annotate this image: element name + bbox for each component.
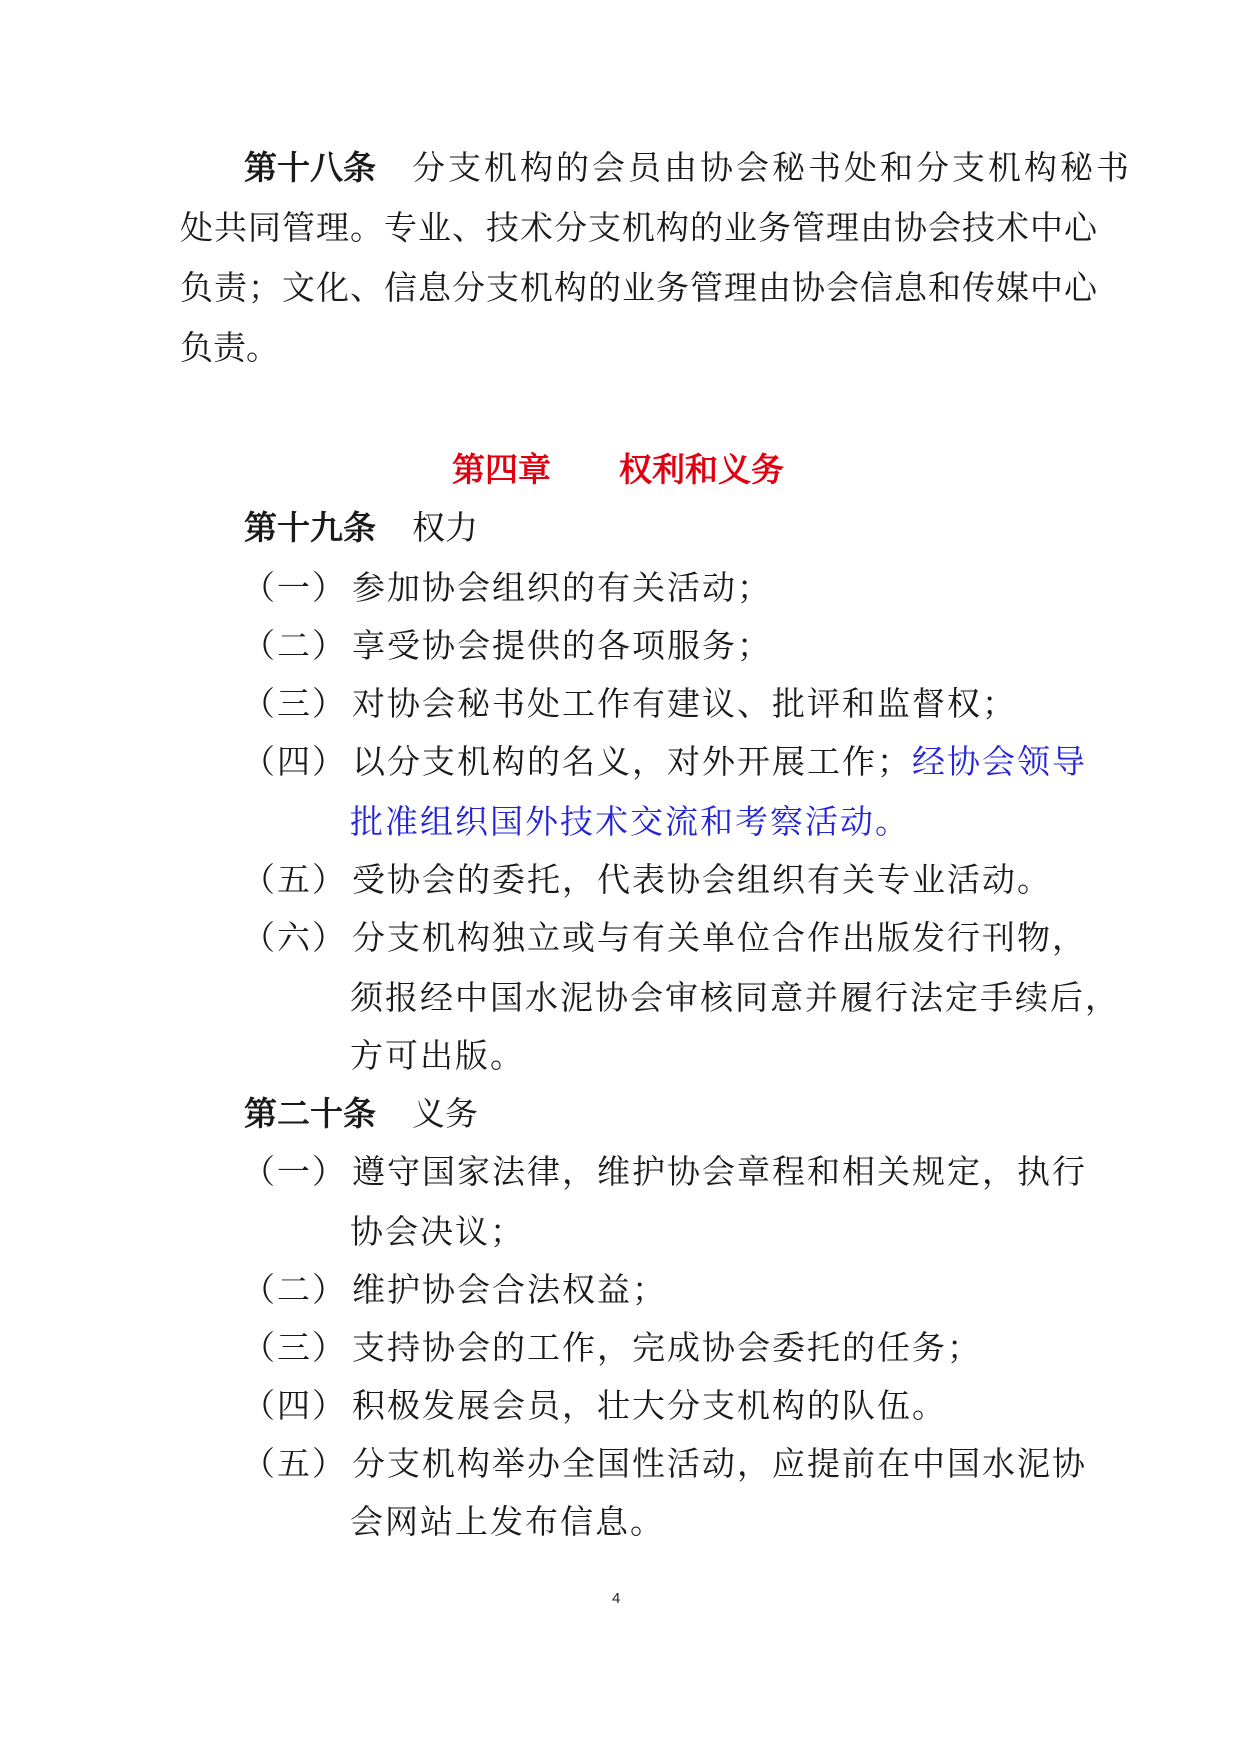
article-20-heading-line (244, 1094, 478, 1134)
art20-item-3-text: 支持协会的工作，完成协会委托的任务； (352, 1328, 982, 1367)
article-19-heading: 权力 (412, 508, 478, 547)
article-18-line-1: 分支机构的会员由协会秘书处和分支机构秘书 (412, 148, 1132, 187)
chapter-title: 权利和义务 (619, 450, 784, 489)
art19-item-5-text: 受协会的委托，代表协会组织有关专业活动。 (352, 860, 1052, 899)
art20-item-5-number: （五） (242, 1444, 347, 1483)
art19-item-2-number: （二） (242, 626, 347, 665)
article-20-heading: 义务 (412, 1094, 478, 1133)
art19-item-6-line-2: 须报经中国水泥协会审核同意并履行法定手续后， (350, 978, 1120, 1017)
art19-item-4-text: 以分支机构的名义，对外开展工作； (352, 742, 912, 781)
art19-item-1-text: 参加协会组织的有关活动； (352, 568, 772, 607)
art20-item-3-number: （三） (242, 1328, 347, 1367)
art19-item-3-text: 对协会秘书处工作有建议、批评和监督权； (352, 684, 1017, 723)
chapter-heading (452, 450, 784, 490)
art19-item-5-number: （五） (242, 860, 347, 899)
art19-item-6-number: （六） (242, 918, 347, 957)
art20-item-5-line-1: 分支机构举办全国性活动，应提前在中国水泥协 (352, 1444, 1087, 1483)
art20-item-2-text: 维护协会合法权益； (352, 1270, 667, 1309)
art19-item-6-line-1: 分支机构独立或与有关单位合作出版发行刊物， (352, 918, 1087, 957)
article-18-first-line (244, 148, 1132, 188)
art19-item-1-number: （一） (242, 568, 347, 607)
art20-item-4-number: （四） (242, 1386, 347, 1425)
art20-item-5-line-2: 会网站上发布信息。 (350, 1502, 665, 1541)
art20-item-2-number: （二） (242, 1270, 347, 1309)
art19-item-4-line-1 (352, 742, 1087, 782)
art19-item-6-line-3: 方可出版。 (350, 1036, 525, 1075)
article-18-title: 第十八条 (244, 148, 376, 187)
article-18-line-3: 负责；文化、信息分支机构的业务管理由协会信息和传媒中心 (180, 268, 1098, 307)
art19-item-3-number: （三） (242, 684, 347, 723)
article-19-title: 第十九条 (244, 508, 376, 547)
art20-item-4-text: 积极发展会员，壮大分支机构的队伍。 (352, 1386, 947, 1425)
page-number: 4 (612, 1590, 621, 1607)
art19-item-4-blue-1: 经协会领导 (912, 742, 1087, 781)
article-20-title: 第二十条 (244, 1094, 376, 1133)
art19-item-4-number: （四） (242, 742, 347, 781)
article-18-line-2: 处共同管理。专业、技术分支机构的业务管理由协会技术中心 (180, 208, 1098, 247)
article-19-heading-line (244, 508, 478, 548)
art20-item-1-line-1: 遵守国家法律，维护协会章程和相关规定，执行 (352, 1152, 1087, 1191)
chapter-number: 第四章 (452, 450, 551, 489)
art19-item-4-blue-2: 批准组织国外技术交流和考察活动。 (350, 802, 910, 841)
art20-item-1-number: （一） (242, 1152, 347, 1191)
art19-item-2-text: 享受协会提供的各项服务； (352, 626, 772, 665)
article-18-line-4: 负责。 (180, 328, 279, 367)
art20-item-1-line-2: 协会决议； (350, 1212, 525, 1251)
